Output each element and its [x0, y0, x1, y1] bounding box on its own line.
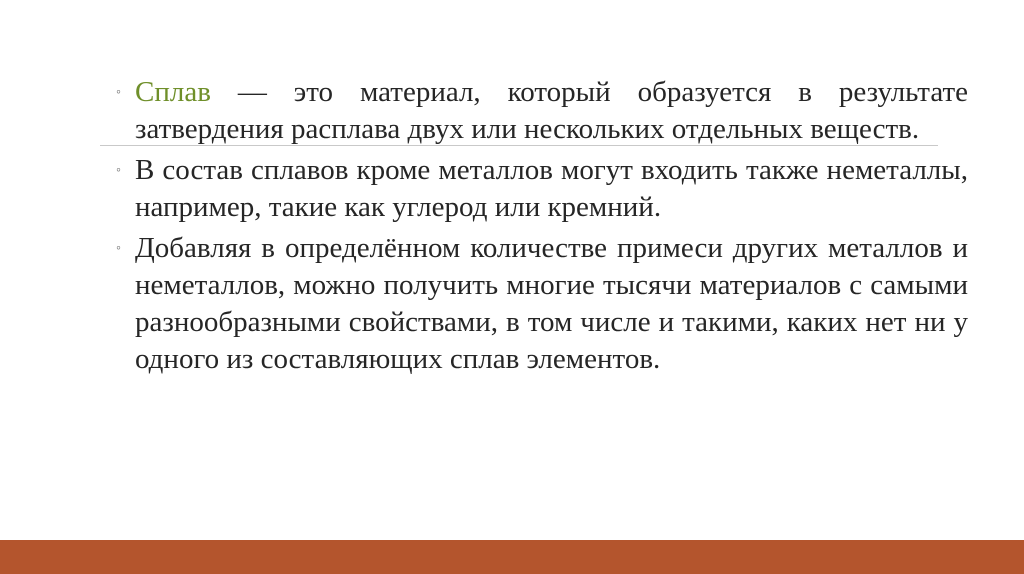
bullet-item-alloy-definition — [116, 74, 968, 148]
footer-accent-bar — [0, 540, 1024, 574]
bullet-marker-icon: ◦ — [116, 241, 121, 256]
bullet-marker-icon: ◦ — [116, 163, 121, 178]
bullet-text: Добавляя в определённом количестве примеси других металлов и неметаллов, можно получить многие тысячи материалов с самыми разнообразными свойствами, в том числе и такими, каких нет ни у одного из составляющих сплав элементов. — [135, 232, 968, 375]
term-highlight: Сплав — [135, 76, 211, 108]
bullet-item-alloy-properties — [116, 230, 968, 378]
bullet-text: — это материал, который образуется в результате затвердения расплава двух или нескольких отдельных веществ. — [135, 76, 968, 145]
bullet-list — [116, 74, 968, 382]
bullet-text: В состав сплавов кроме металлов могут входить также неметаллы, например, такие как углерод или кремний. — [135, 154, 968, 223]
bullet-item-alloy-composition — [116, 152, 968, 226]
bullet-marker-icon: ◦ — [116, 85, 121, 100]
